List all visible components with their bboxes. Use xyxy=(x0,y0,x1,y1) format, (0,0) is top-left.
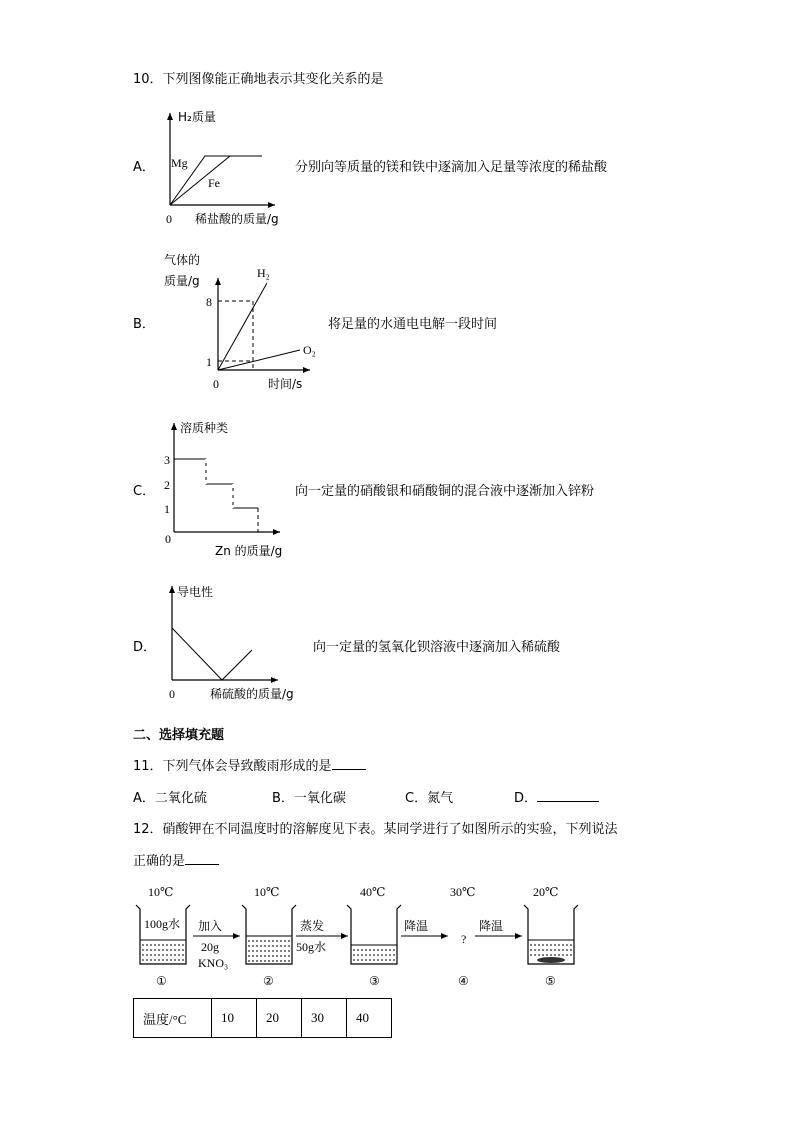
graph-a-y-label: H₂质量 xyxy=(178,110,216,124)
graph-c-step-line xyxy=(174,459,258,508)
graph-c-x-label: Zn 的质量/g xyxy=(215,544,283,558)
q10-option-b-description: 将足量的水通电电解一段时间 xyxy=(328,317,498,332)
step-3-top: 降温 xyxy=(404,919,429,933)
q10-option-a-description: 分别向等质量的镁和铁中逐滴加入足量等浓度的稀盐酸 xyxy=(295,160,608,175)
graph-b-y-label-line2: 质量/g xyxy=(164,274,200,288)
q11-stem-line xyxy=(133,755,366,774)
graph-b-h2-line xyxy=(218,283,267,370)
q10-option-d-letter: D． xyxy=(133,640,157,655)
beaker-3 xyxy=(347,905,401,964)
graph-c-tick-3: 3 xyxy=(164,453,170,467)
q10-option-c-letter: C． xyxy=(133,484,156,499)
graph-d-x-label: 稀硫酸的质量/g xyxy=(210,687,294,701)
step-1-amount: 20g xyxy=(201,940,219,954)
beaker-5 xyxy=(524,905,578,964)
beaker-2 xyxy=(242,905,296,964)
beaker-1 xyxy=(136,905,190,964)
label-4: ④ xyxy=(458,974,469,988)
table-cell: 30 xyxy=(302,999,347,1038)
graph-b-o2-label: O₂ xyxy=(303,343,316,357)
q10-option-b-letter: B． xyxy=(133,317,155,332)
graph-b-y-label-line1: 气体的 xyxy=(164,253,201,267)
step-2-top: 蒸发 xyxy=(300,919,325,933)
temp-1: 10℃ xyxy=(148,885,174,899)
graph-c-origin: 0 xyxy=(165,532,171,546)
graph-b-tick-8: 8 xyxy=(206,295,212,309)
graph-b xyxy=(160,250,330,400)
q11-stem: 11．下列气体会导致酸雨形成的是 xyxy=(133,759,332,774)
q11-option-c: C．氮气 xyxy=(405,791,454,806)
q10-option-d-description: 向一定量的氢氧化钡溶液中逐滴加入稀硫酸 xyxy=(313,640,561,655)
step-1-substance: KNO₃ xyxy=(198,956,229,970)
solubility-table xyxy=(133,998,392,1038)
graph-a-mg-label: Mg xyxy=(171,156,188,170)
step-1-top: 加入 xyxy=(198,919,223,933)
step-4-top: 降温 xyxy=(479,919,504,933)
table-cell: 20 xyxy=(257,999,302,1038)
graph-c-tick-2: 2 xyxy=(164,478,170,492)
q12-answer-blank[interactable] xyxy=(185,852,219,865)
label-5: ⑤ xyxy=(545,974,556,988)
graph-b-tick-1: 1 xyxy=(206,355,212,369)
q12-stem-line2 xyxy=(133,850,219,869)
graph-b-x-label: 时间/s xyxy=(268,377,303,391)
graph-a-origin: 0 xyxy=(166,212,172,226)
temp-2: 10℃ xyxy=(254,885,280,899)
label-3: ③ xyxy=(369,974,380,988)
q11-option-d: D． xyxy=(514,791,538,806)
q11-option-d-blank[interactable] xyxy=(537,789,599,802)
q11-option-b: B．一氧化碳 xyxy=(272,791,346,806)
graph-b-h2-label: H₂ xyxy=(257,266,270,280)
crystal-precipitate xyxy=(537,957,565,963)
graph-d-y-label: 导电性 xyxy=(177,585,214,599)
q12-stem-line1: 12．硝酸钾在不同温度时的溶解度见下表。某同学进行了如图所示的实验，下列说法 xyxy=(133,822,618,837)
graph-b-o2-line xyxy=(218,350,300,370)
graph-d xyxy=(160,578,320,703)
temp-3: 40℃ xyxy=(360,885,386,899)
temp-4: 30℃ xyxy=(450,885,476,899)
q10-option-a-letter: A． xyxy=(133,160,155,175)
table-row xyxy=(134,999,392,1038)
table-cell: 10 xyxy=(212,999,257,1038)
q11-option-a: A．二氧化硫 xyxy=(133,791,207,806)
beaker-1-label: 100g水 xyxy=(144,917,181,931)
q11-answer-blank[interactable] xyxy=(332,757,366,770)
graph-d-line xyxy=(172,628,252,680)
unknown-state: ? xyxy=(461,932,467,946)
q10-stem: 10．下列图像能正确地表示其变化关系的是 xyxy=(133,72,384,87)
graph-b-origin: 0 xyxy=(213,377,219,391)
label-2: ② xyxy=(263,974,274,988)
q12-stem-end: 正确的是 xyxy=(133,854,186,869)
step-2-bottom: 50g水 xyxy=(296,940,327,954)
label-1: ① xyxy=(156,974,167,988)
graph-c-tick-1: 1 xyxy=(164,502,170,516)
graph-a-fe-label: Fe xyxy=(208,176,220,190)
temp-5: 20℃ xyxy=(533,885,559,899)
q11-option-d-line xyxy=(514,787,599,806)
experiment-diagram xyxy=(130,880,580,995)
section2-heading: 二、选择填充题 xyxy=(133,728,225,743)
table-header-temperature: 温度/°C xyxy=(134,999,212,1038)
table-cell: 40 xyxy=(347,999,392,1038)
graph-c-y-label: 溶质种类 xyxy=(180,421,229,435)
q10-option-c-description: 向一定量的硝酸银和硝酸铜的混合液中逐渐加入锌粉 xyxy=(295,484,595,499)
graph-a-x-label: 稀盐酸的质量/g xyxy=(195,212,279,226)
graph-d-origin: 0 xyxy=(169,687,175,701)
